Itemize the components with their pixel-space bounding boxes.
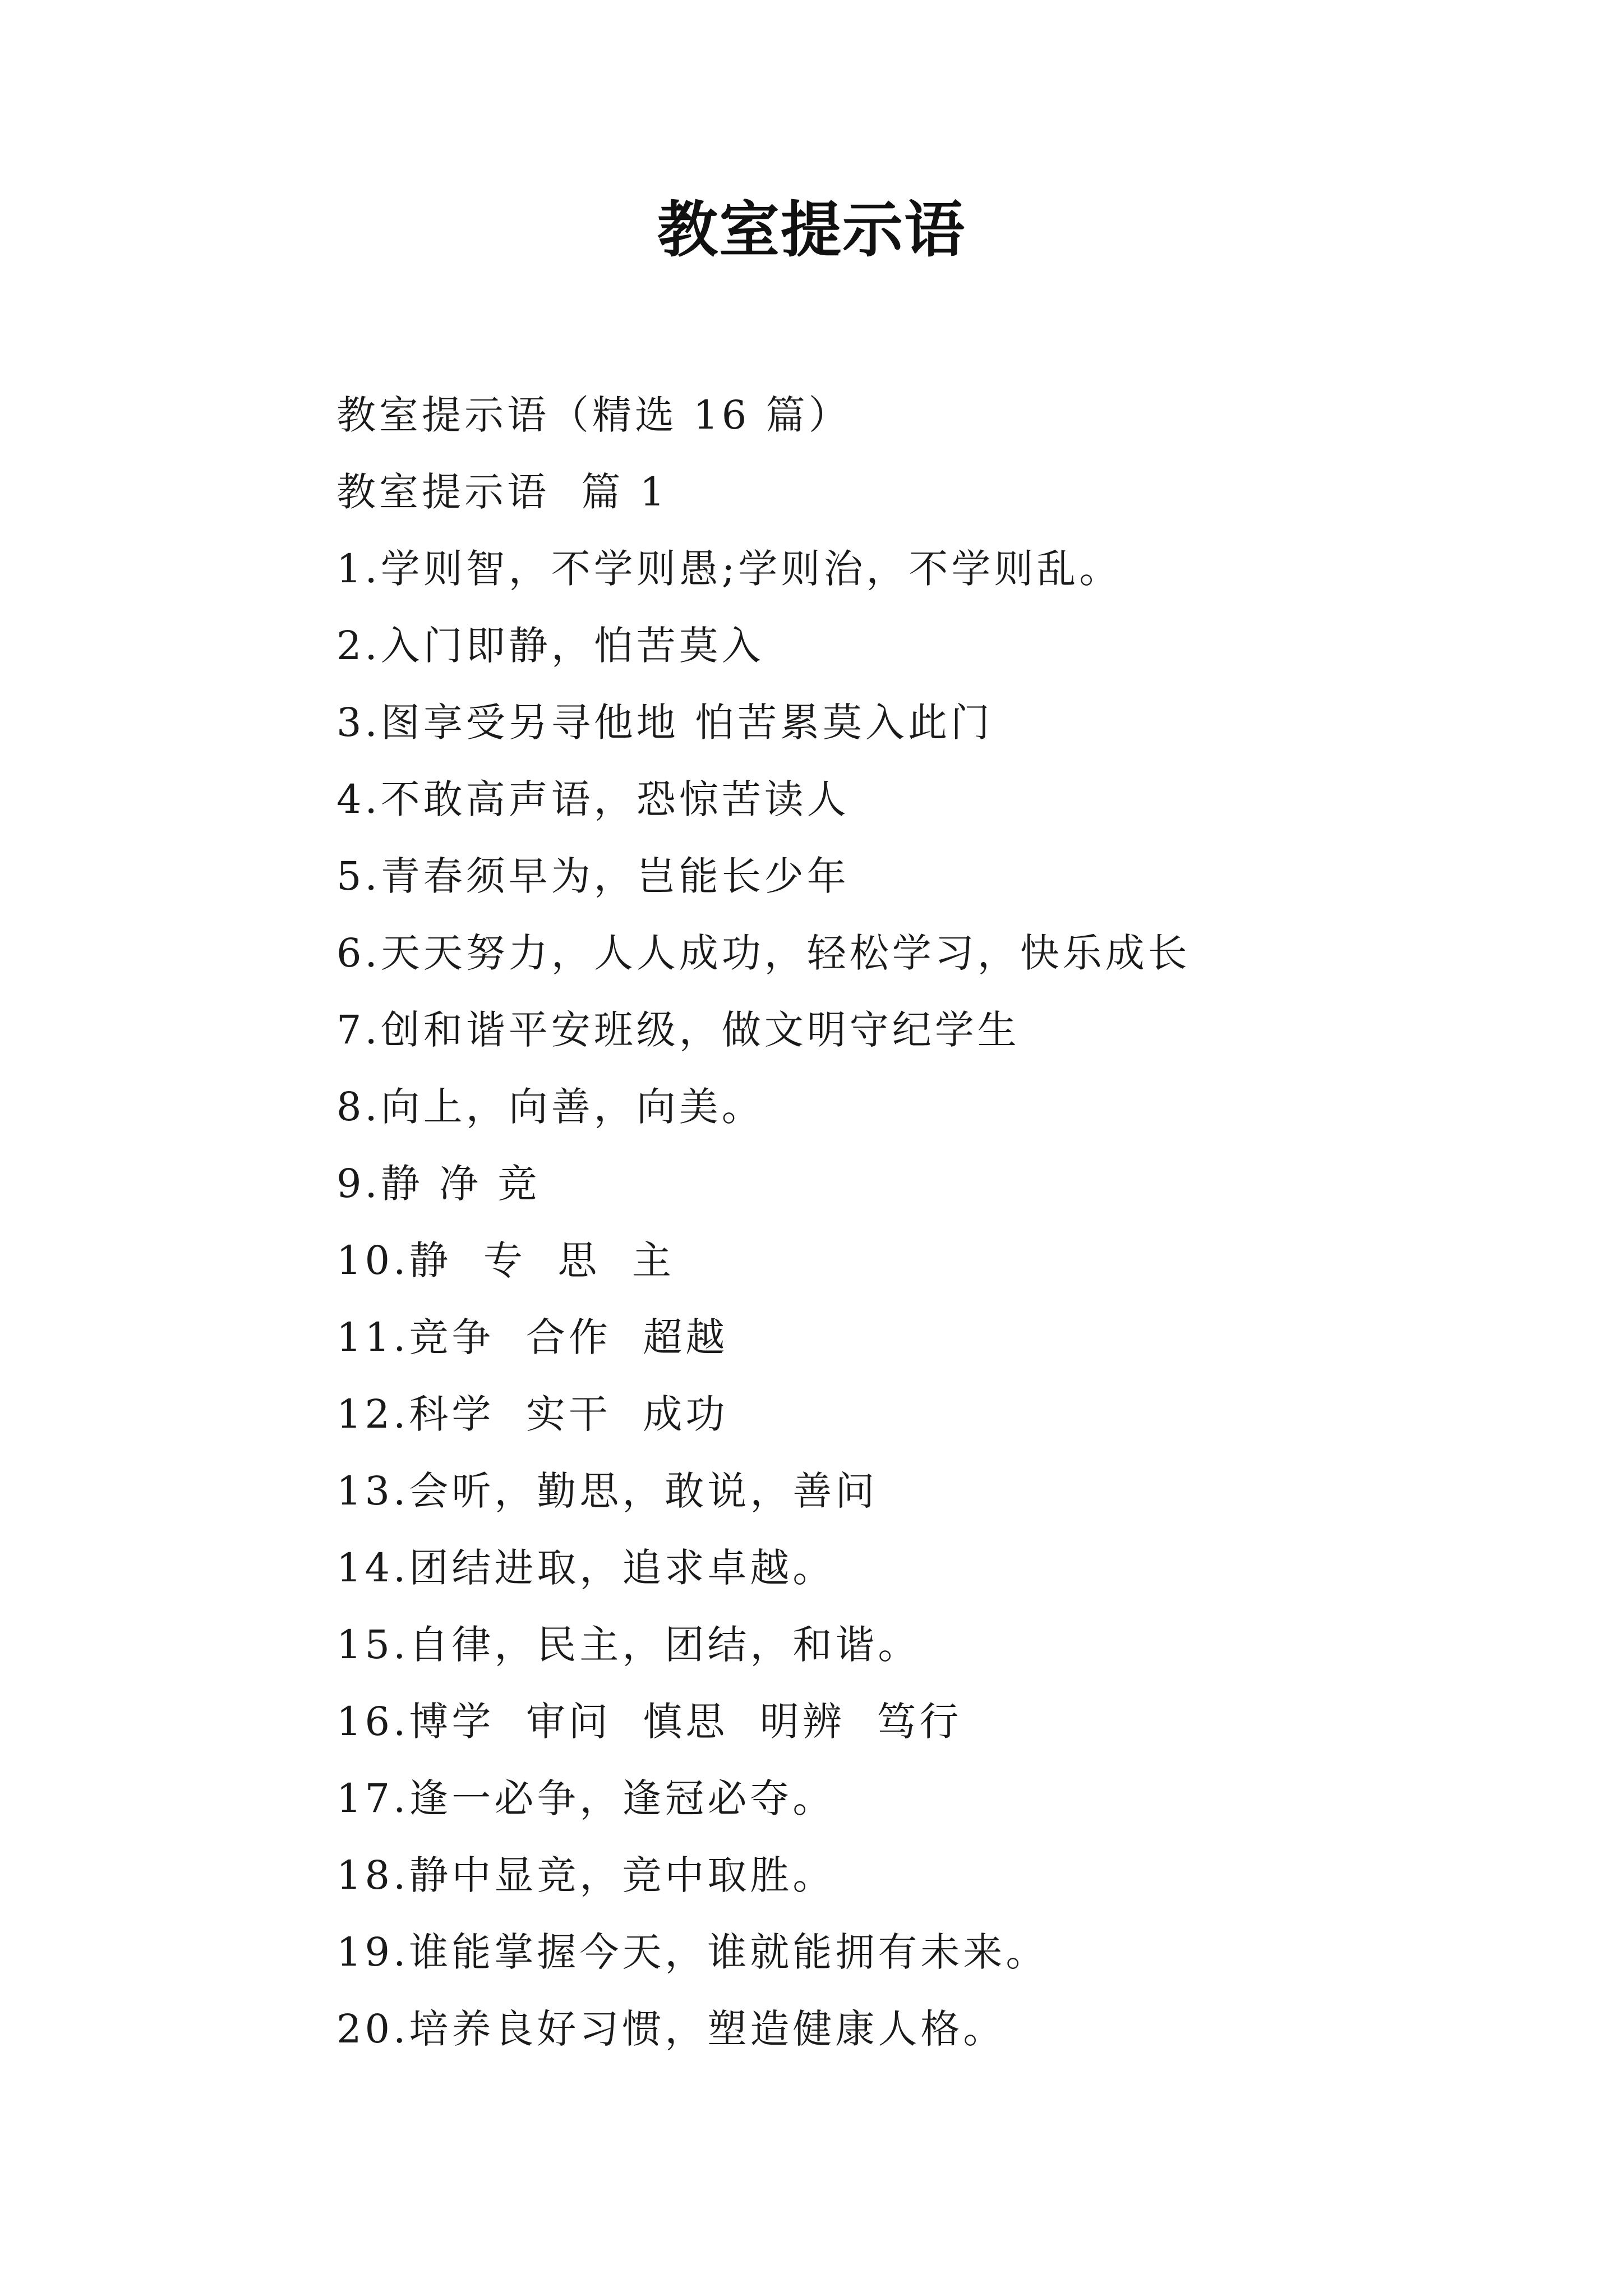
list-item: 17.逢一必争，逢冠必夺。 xyxy=(336,1775,836,1821)
list-item: 20.培养良好习惯，塑造健康人格。 xyxy=(336,2006,1006,2052)
list-item: 14.团结进取，追求卓越。 xyxy=(336,1545,836,1591)
list-item: 8.向上，向善，向美。 xyxy=(336,1084,764,1130)
list-item: 2.入门即静，怕苦莫入 xyxy=(336,623,764,669)
page-title: 教室提示语 xyxy=(657,195,966,265)
list-item: 18.静中显竞，竞中取胜。 xyxy=(336,1852,836,1898)
list-item: 19.谁能掌握今天，谁就能拥有未来。 xyxy=(336,1929,1049,1975)
list-item: 15.自律，民主，团结，和谐。 xyxy=(336,1622,921,1668)
subtitle: 教室提示语（精选 16 篇） xyxy=(336,392,851,438)
section-heading: 教室提示语 篇 1 xyxy=(336,469,668,515)
list-item: 9.静 净 竞 xyxy=(336,1161,541,1207)
list-item: 5.青春须早为，岂能长少年 xyxy=(336,853,850,899)
list-item: 16.博学 审问 慎思 明辨 笃行 xyxy=(336,1699,962,1745)
list-item: 1.学则智，不学则愚;学则治，不学则乱。 xyxy=(336,546,1122,592)
list-item: 7.创和谐平安班级，做文明守纪学生 xyxy=(336,1007,1020,1053)
document-body xyxy=(336,377,1514,2068)
list-item: 11.竞争 合作 超越 xyxy=(336,1314,728,1360)
list-item: 10.静 专 思 主 xyxy=(336,1237,675,1283)
list-item: 3.图享受另寻他地 怕苦累莫入此门 xyxy=(336,700,994,746)
list-item: 6.天天努力，人人成功，轻松学习，快乐成长 xyxy=(336,930,1191,976)
slogan-list xyxy=(336,531,1514,2068)
list-item: 4.不敢高声语，恐惊苦读人 xyxy=(336,776,850,822)
list-item: 12.科学 实干 成功 xyxy=(336,1391,728,1437)
list-item: 13.会听，勤思，敢说，善问 xyxy=(336,1468,878,1514)
